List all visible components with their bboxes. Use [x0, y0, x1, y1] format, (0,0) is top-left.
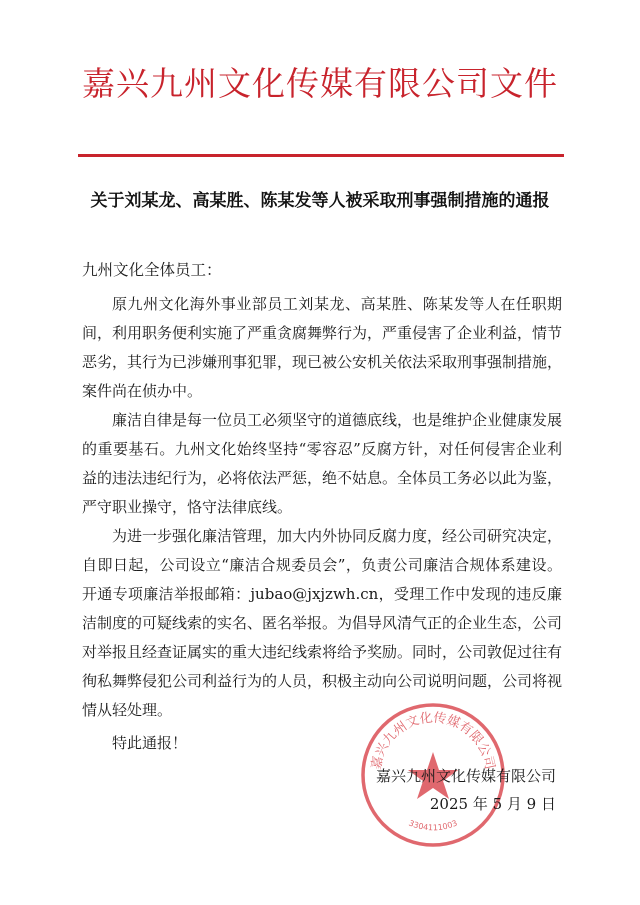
salutation: 九州文化全体员工： — [82, 261, 222, 279]
signature-company: 嘉兴九州文化传媒有限公司 — [375, 767, 556, 785]
body-paragraph-2: 廉洁自律是每一位员工必须坚守的道德底线，也是维护企业健康发展的重要基石。九州文化始终坚持“零容忍”反腐方针，对任何侵害企业利益的违法违纪行为，必将依法严惩，绝不姑息。全体员工务必以此为鉴，严守职业操守，恪守法律底线。 — [82, 411, 563, 516]
document-title: 关于刘某龙、高某胜、陈某发等人被采取刑事强制措施的通报 — [90, 191, 550, 211]
header-red-rule — [78, 154, 564, 157]
body-paragraph-3: 为进一步强化廉洁管理，加大内外协同反腐力度，经公司研究决定，自即日起，公司设立“廉洁合规委员会”，负责公司廉洁合规体系建设。开通专项廉洁举报邮箱：jubao@jxjzwh.cn，受理工作中发现的违反廉洁制度的可疑线索的实名、匿名举报。为倡导风清气正的企业生态，公司对举报且经查证属实的重大违纪线索将给予奖励。同时，公司敦促过往有徇私舞弊侵犯公司利益行为的人员，积极主动向公司说明问题，公司将视情从轻处理。 — [82, 527, 563, 719]
body-paragraph-1: 原九州文化海外事业部员工刘某龙、高某胜、陈某发等人在任职期间，利用职务便利实施了严重贪腐舞弊行为，严重侵害了企业利益，情节恶劣，其行为已涉嫌刑事犯罪，现已被公安机关依法采取刑事强制措施，案件尚在侦办中。 — [82, 295, 563, 400]
seal-code-text: 3304111003 — [407, 818, 459, 833]
document-header-title: 嘉兴九州文化传媒有限公司文件 — [82, 64, 558, 103]
seal-ring-text: 嘉兴九州文化传媒有限公司 — [369, 710, 497, 771]
signature-date: 2025 年 5 月 9 日 — [429, 795, 556, 813]
closing-line: 特此通报！ — [112, 734, 188, 752]
